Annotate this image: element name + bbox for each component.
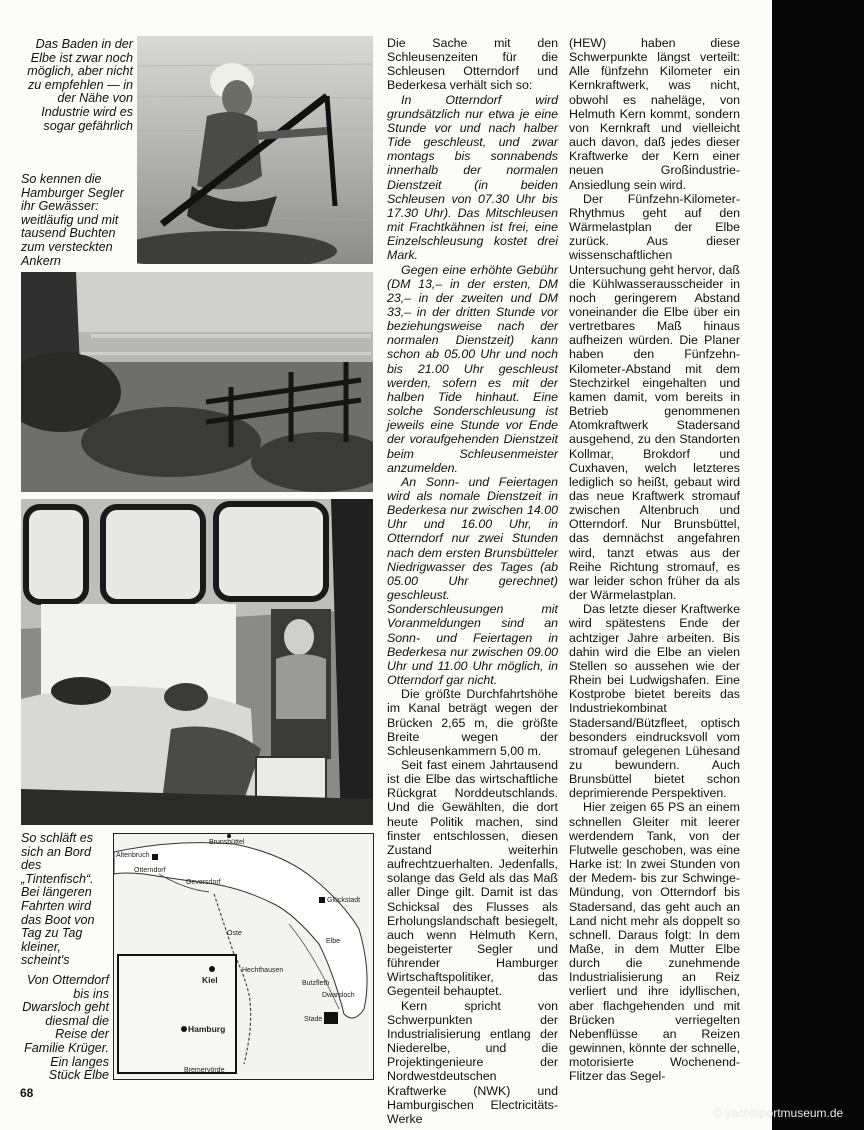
- caption-baden: Das Baden in der Elbe ist zwar noch möglich, aber nicht zu empfehlen — in der Nähe von Industrie wird es sogar gefährlich: [27, 37, 133, 133]
- watermark: © yachtsportmuseum.de: [713, 1106, 844, 1120]
- paragraph: Hier zeigen 65 PS an einem schnellen Gleiter mit leerer werdendem Tank, von der Flutwelle geschoben, was eine Harke ist: In zwei Stunden von der Medem- bis zur Schwinge-Mündung, von Otterndorf bis Stadersand, das geht auch an Land nicht mehr als doppelt so schnell. Daraus folgt: In dem Maße, in dem Mutter Elbe durch die zunehmende Industrialisierung an Reiz verliert und ihre idyllischen, aber flachgehenden und mit Brücken verriegelten Nebenflüsse an Reizen gewinnen, könnte der schnelle, motorisierte Wochenend-Flitzer das Segel-: [569, 800, 740, 1084]
- paragraph: In Otterndorf wird grundsätzlich nur etwa je eine Stunde vor und nach halber Tide geschleust, und zwar montags bis sonnabends innerhalb der normalen Dienstzeit (in beiden Schleusen von 07.30 Uhr bis 17.30 Uhr). Das Mitschleusen mit Frachtkähnen ist frei, eine Einzelschleusung kostet drei Mark.: [387, 92, 558, 263]
- map-label-altenbruch: Altenbruch: [116, 852, 150, 859]
- photo-fence-landscape: [21, 272, 373, 492]
- map-label-kiel: Kiel: [202, 975, 218, 985]
- photo-child-bathing: [137, 36, 373, 264]
- map-label-hamburg: Hamburg: [188, 1024, 226, 1034]
- map-label-stade: Stade: [304, 1016, 323, 1023]
- text-column-2: [569, 36, 740, 1084]
- map-label-butzfleth: Butzfleth: [302, 980, 330, 987]
- paragraph: Die Sache mit den Schleusenzeiten für die Schleusen Otterndorf und Bederkesa verhält sich so:: [387, 36, 558, 93]
- map-label-brunsbuettel: Brunsbüttel: [209, 839, 245, 846]
- caption-route: Von Otterndorf bis ins Dwarsloch geht diesmal die Reise der Familie Krüger. Ein langes Stück Elbe: [22, 973, 109, 1083]
- photo-child-bathing-image: [137, 36, 373, 264]
- paragraph: Der Fünfzehn-Kilometer-Rhythmus geht auf den Wärmelastplan der Elbe zurück. Aus dieser wissenschaftlichen Untersuchung geht hervor, daß die Kühlwasserausscheider in noch geringerem Abstand voneinander die Elbe über ein vertretbares Maß hinaus aufheizen würden. Die Planer haben den Fünfzehn-Kilometer-Abstand mit dem Stechzirkel eingehalten und kamen damit, vom bereits in Betrieb genommenen Atomkraftwerk Stadersand ausgehend, zu den Standorten Kollmar, Brokdorf und Cuxhaven, welch letzteres lediglich so heißt, gebaut wird das neue Kraftwerk stromauf zwischen Altenbruch und Otterndorf. Nur Brunsbüttel, das demnächst angefahren wird, tanzt etwas aus der Reihe Richtung stromauf, es war leider schon früher da als der Wärmelastplan.: [569, 191, 740, 603]
- photo-boat-cabin-image: [21, 499, 373, 825]
- map-label-hechthausen: Hechthausen: [242, 967, 284, 974]
- map-label-otterndorf: Otterndorf: [134, 867, 166, 874]
- photo-fence-landscape-image: [21, 272, 373, 492]
- map-label-geversdorf: Geversdorf: [186, 879, 221, 886]
- page-number: 68: [20, 1086, 34, 1100]
- scan-edge: [772, 0, 864, 1130]
- map-label-elbe: Elbe: [326, 938, 341, 945]
- paragraph: Die größte Durchfahrtshöhe im Kanal beträgt wegen der Brücken 2,65 m, die größte Breite wegen der Schleusenkammern 5,00 m.: [387, 687, 558, 758]
- text-column-1: [387, 36, 558, 1126]
- paragraph: (HEW) haben diese Schwerpunkte längst verteilt: Alle fünfzehn Kilometer ein Kernkraftwerk, was nicht, obwohl es naheläge, von Helmuth Kern kommt, sondern von Kernkraft und vielleicht auch davon, daß jedes dieser Kraftwerke der Kern einer neuen Großindustrie-Ansiedlung sein wird.: [569, 36, 740, 192]
- map-label-dwarsloch: Dwarsloch: [322, 992, 355, 999]
- photo-boat-cabin: [21, 499, 373, 825]
- map-label-bremervoerde: Bremervörde: [184, 1067, 225, 1074]
- paragraph: Kern spricht von Schwerpunkten der Industrialisierung entlang der Niederelbe, und die Projektingenieure der Nordwestdeutschen Kraftwerke (NWK) und Hamburgischen Electricitäts-Werke: [387, 998, 558, 1126]
- paragraph: Seit fast einem Jahrtausend ist die Elbe das wirtschaftliche Rückgrat Norddeutschlands. Und die Gewählten, die dort heute Politik machen, sind finster entschlossen, diesen Zustand weiterhin aufrechtzuerhalten. Jedenfalls, solange das Geld als das Maß aller Dinge gilt. Damit ist das Schicksal des Flusses als Erholungslandschaft besiegelt, auch wenn Helmuth Kern, begeisterter Segler und führender Hamburger Wirtschaftspolitiker, das Gegenteil behauptet.: [387, 757, 558, 999]
- paragraph: Gegen eine erhöhte Gebühr (DM 13,– in der ersten, DM 23,– in der zweiten und DM 33,– in der dritten Stunde vor beziehungsweise nach der normalen Dienstzeit) kann schon ab 05.00 Uhr und noch bis 21.00 Uhr geschleust werden, sofern es mit der halben Tide hinhaut. Eine solche Sonderschleusung ist jeweils eine Stunde vor Ende der voraufgehenden Dienstzeit beim Schleusenmeister anzumelden.: [387, 262, 558, 475]
- map-label-oste: Oste: [227, 930, 242, 937]
- route-map: [113, 833, 374, 1080]
- paragraph: An Sonn- und Feiertagen wird als nomale Dienstzeit in Bederkesa nur zwischen 14.00 Uhr und 16.00 Uhr, in Otterndorf nur zwei Stunden nach dem ersten Brunsbütteler Niedrigwasser des Tages (ab 05.00 Uhr gerechnet) geschleust. Sonderschleusungen mit Voranmeldungen sind an Sonn- und Feiertagen in Bederkesa nur zwischen 09.00 Uhr und 11.00 Uhr möglich, in Otterndorf gar nicht.: [387, 474, 558, 688]
- caption-schlaf: So schläft es sich an Bord des „Tintenfisch“. Bei längeren Fahrten wird das Boot von Tag zu Tag kleiner, scheint's: [21, 831, 95, 968]
- paragraph: Das letzte dieser Kraftwerke wird spätestens Ende der achtziger Jahre arbeiten. Bis dahin wird die Elbe an vielen Stellen so aussehen wie der Rhein bei Ludwigshafen. Eine Kostprobe bietet bereits das Industriekombinat Stadersand/Bützfleet, optisch besonders eindrucksvoll vom stromauf gelegenen Lühesand zu bewundern. Auch Brunsbüttel bietet schon deprimierende Perspektiven.: [569, 602, 740, 801]
- map-label-glueckstadt: Glückstadt: [327, 897, 361, 904]
- caption-segler: So kennen die Hamburger Segler ihr Gewässer: weitläufig und mit tausend Buchten zum versteckten Ankern: [21, 172, 124, 268]
